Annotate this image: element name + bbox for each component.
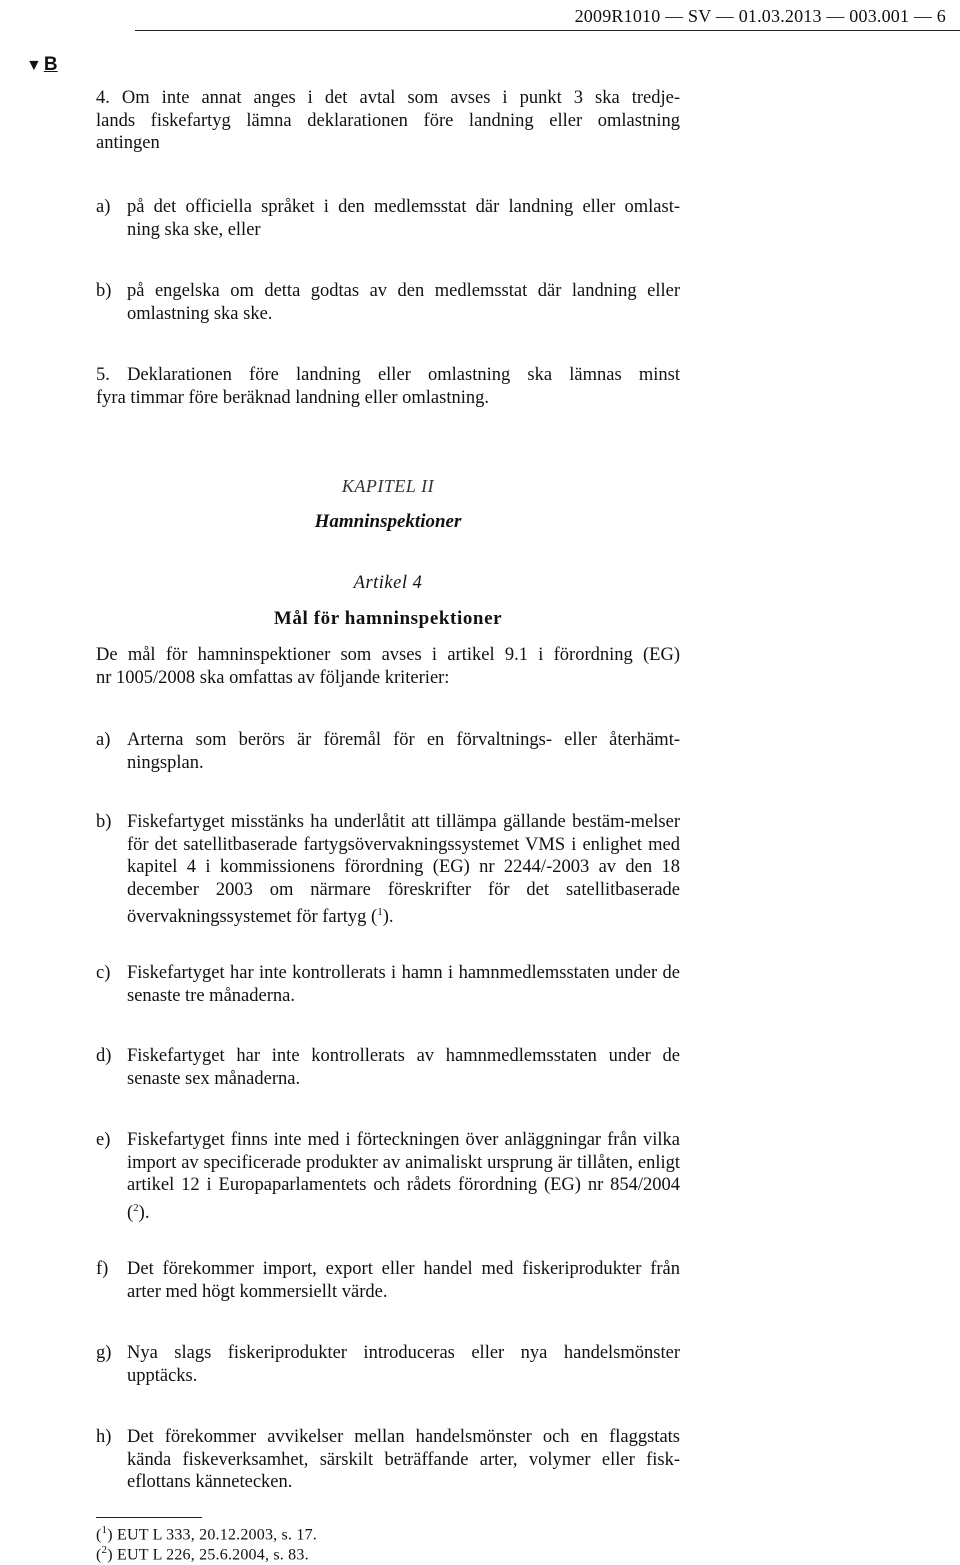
list-item-text: Det förekommer avvikelser mellan handelsmönster och en flaggstats kända fiskeverksamhet, särskilt beträffande arter, volymer eller fisk-eflottans kännetecken. bbox=[127, 1427, 680, 1493]
footnote-ref[interactable]: 2 bbox=[133, 1201, 139, 1214]
paragraph-5 bbox=[96, 364, 680, 409]
footnote-text: EUT L 333, 20.12.2003, s. 17. bbox=[116, 1526, 317, 1544]
list-item-label: a) bbox=[96, 730, 111, 750]
footnote-mark: 1 bbox=[101, 1524, 108, 1536]
paragraph-line: De mål för hamninspektioner som avses i artikel 9.1 i förordning (EG) bbox=[96, 645, 680, 665]
list-item-label: b) bbox=[96, 812, 112, 832]
list-item-label: b) bbox=[96, 281, 112, 301]
list-item-text: Fiskefartyget har inte kontrollerats av hamnmedlemsstaten under de senaste sex månaderna. bbox=[127, 1046, 680, 1089]
criterion-item bbox=[96, 1426, 680, 1494]
paragraph-line: lands fiskefartyg lämna deklarationen före landning eller omlastning bbox=[96, 110, 680, 131]
list-item-label: g) bbox=[96, 1343, 112, 1363]
list-item-text: Arterna som berörs är föremål för en förvaltnings- eller återhämt-ningsplan. bbox=[127, 730, 680, 773]
article-number: Artikel 4 bbox=[353, 573, 423, 593]
list-item-text: Fiskefartyget misstänks ha underlåtit att tillämpa gällande bestäm-melser för det satellitbaserade fartygsövervakningssystemet VMS i enlighet med kapitel 4 i kommissionens förordning (EG) nr 2244/-2003 av den 18 december 2003 om närmare föreskrifter för det satellitbaserade övervakningssystemet för fartyg ( bbox=[127, 812, 680, 928]
list-item-label: a) bbox=[96, 197, 111, 217]
paragraph-line: 5. Deklarationen före landning eller omlastning ska lämnas minst bbox=[96, 365, 680, 385]
list-item bbox=[96, 196, 680, 241]
article-title: Mål för hamninspektioner bbox=[273, 608, 503, 629]
list-item-text-wrap bbox=[127, 1129, 680, 1225]
list-item-text: Det förekommer import, export eller handel med fiskeriprodukter från arter med högt kommersiellt värde. bbox=[127, 1259, 680, 1302]
footnote-divider bbox=[96, 1517, 202, 1518]
criterion-item bbox=[96, 1045, 680, 1090]
list-item bbox=[96, 280, 680, 325]
article-intro bbox=[96, 644, 680, 689]
chapter-title: Hamninspektioner bbox=[314, 511, 462, 532]
criterion-item bbox=[96, 962, 680, 1007]
paragraph-line: fyra timmar före beräknad landning eller omlastning. bbox=[96, 387, 489, 408]
list-item-label: e) bbox=[96, 1130, 111, 1150]
criterion-item bbox=[96, 1342, 680, 1387]
list-item-text: Nya slags fiskeriprodukter introduceras eller nya handelsmönster upptäcks. bbox=[127, 1343, 680, 1386]
list-item-line: på engelska om detta godtas av den medlemsstat där landning eller bbox=[127, 281, 680, 301]
list-item-label: c) bbox=[96, 963, 111, 983]
triangle-down-icon: ▼ bbox=[26, 57, 42, 74]
marker-letter: B bbox=[43, 54, 58, 75]
list-item-line: ning ska ske, eller bbox=[127, 219, 261, 240]
list-item-text: Fiskefartyget har inte kontrollerats i hamn i hamnmedlemsstaten under de senaste tre månaderna. bbox=[127, 963, 680, 1006]
list-item-label: f) bbox=[96, 1259, 109, 1279]
amendment-marker bbox=[26, 54, 58, 76]
list-item-line: på det officiella språket i den medlemsstat där landning eller omlast- bbox=[127, 197, 680, 217]
criterion-item bbox=[96, 1129, 680, 1225]
list-item-text: Fiskefartyget finns inte med i förteckningen över anläggningar från vilka import av specificerade produkter av animaliskt ursprung är tillåten, enligt artikel 12 i Europaparlamentets och rådets förordning (EG) nr 854/2004 ( bbox=[127, 1130, 680, 1223]
list-item-text-tail: ). bbox=[138, 1202, 150, 1223]
criterion-item bbox=[96, 811, 680, 929]
chapter-number: KAPITEL II bbox=[341, 476, 435, 496]
footnote-text: EUT L 226, 25.6.2004, s. 83. bbox=[116, 1546, 309, 1564]
footnote: ($^1$) EUT L 333, 20.12.2003, s. 17. bbox=[96, 1524, 317, 1544]
footnote-mark: 2 bbox=[101, 1544, 108, 1556]
paragraph-line: nr 1005/2008 ska omfattas av följande kriterier: bbox=[96, 667, 450, 688]
footnote-ref[interactable]: 1 bbox=[377, 906, 383, 919]
footnote: ($^2$) EUT L 226, 25.6.2004, s. 83. bbox=[96, 1544, 309, 1564]
document-header: 2009R1010 — SV — 01.03.2013 — 003.001 — 6 bbox=[574, 6, 946, 26]
list-item-label: d) bbox=[96, 1046, 112, 1066]
paragraph-line: 4. Om inte annat anges i det avtal som avses i punkt 3 ska tredje- bbox=[96, 88, 680, 108]
list-item-text-wrap bbox=[127, 811, 680, 929]
list-item-line: omlastning ska ske. bbox=[127, 303, 273, 324]
criterion-item bbox=[96, 1258, 680, 1303]
criterion-item bbox=[96, 729, 680, 774]
list-item-text-tail: ). bbox=[382, 907, 394, 928]
paragraph-4 bbox=[96, 87, 680, 155]
list-item-label: h) bbox=[96, 1427, 112, 1447]
paragraph-line: antingen bbox=[96, 133, 160, 154]
